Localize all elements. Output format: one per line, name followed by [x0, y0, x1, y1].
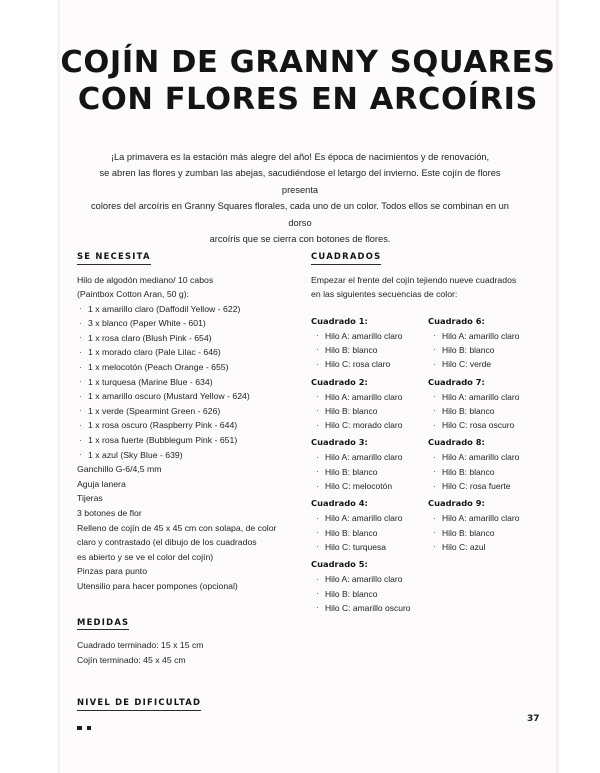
cuadrado-block: [311, 314, 428, 372]
cuadrado-block: [311, 375, 428, 433]
cuadrados-intro-line: en las siguientes secuencias de color:: [311, 289, 458, 300]
cuadrado-block: [311, 435, 428, 493]
cuadrados-column-left: [311, 314, 428, 618]
medidas-heading: MEDIDAS: [77, 617, 129, 631]
supply-line: Tijeras: [77, 493, 103, 504]
list-item: · Hilo B: blanco: [311, 343, 428, 357]
supplies-list: [77, 462, 292, 593]
list-item: · Hilo A: amarillo claro: [311, 572, 428, 586]
yarn-list: [77, 302, 292, 463]
list-item: · 1 x rosa fuerte (Bubblegum Pink - 651): [77, 433, 292, 448]
list-item: · Hilo C: rosa oscuro: [428, 418, 545, 432]
cuadrados-intro-line: Empezar el frente del cojín tejiendo nueve cuadrados: [311, 274, 517, 285]
se-necesita-intro: [77, 273, 292, 302]
cuadrado-title: Cuadrado 2:: [311, 376, 368, 387]
cuadrado-block: [428, 314, 545, 372]
supply-line: Relleno de cojín de 45 x 45 cm con solapa, de color: [77, 522, 277, 533]
left-column: [77, 246, 292, 730]
page-title: [58, 44, 558, 118]
list-item: · 1 x amarillo oscuro (Mustard Yellow - 624): [77, 389, 292, 404]
intro-line-4: arcoíris que se cierra con botones de flores.: [209, 234, 391, 245]
difficulty-star-icon: [77, 726, 82, 731]
thread-list: [428, 390, 545, 433]
yarn-intro-line: Hilo de algodón mediano/ 10 cabos: [77, 274, 214, 285]
thread-list: [311, 329, 428, 372]
list-item: · 3 x blanco (Paper White - 601): [77, 316, 292, 331]
cuadrado-title: Cuadrado 8:: [428, 437, 485, 448]
list-item: · Hilo A: amarillo claro: [311, 450, 428, 464]
se-necesita-heading: SE NECESITA: [77, 251, 151, 265]
list-item: · 1 x rosa claro (Blush Pink - 654): [77, 331, 292, 346]
cuadrado-block: [428, 496, 545, 554]
supply-line: es abierto y se ve el color del cojín): [77, 551, 214, 562]
list-item: · Hilo C: rosa claro: [311, 357, 428, 371]
list-item: · Hilo B: blanco: [311, 526, 428, 540]
thread-list: [311, 572, 428, 615]
medida-line: Cojín terminado: 45 x 45 cm: [77, 654, 186, 665]
list-item: · 1 x amarillo claro (Daffodil Yellow - 622): [77, 302, 292, 317]
intro-line-2: se abren las flores y zumban las abejas, sacudiéndose el letargo del invierno. Este cojín de flores presenta: [99, 168, 501, 195]
cuadrado-block: [311, 496, 428, 554]
list-item: · 1 x rosa oscuro (Raspberry Pink - 644): [77, 418, 292, 433]
supply-line: claro y contrastado (el dibujo de los cuadrados: [77, 537, 257, 548]
list-item: · Hilo B: blanco: [311, 404, 428, 418]
list-item: · Hilo A: amarillo claro: [311, 390, 428, 404]
intro-paragraph: [83, 149, 517, 247]
list-item: · Hilo C: verde: [428, 357, 545, 371]
nivel-dificultad-heading: NIVEL DE DIFICULTAD: [77, 697, 201, 711]
cuadrados-grid: [311, 314, 546, 618]
cuadrados-column-right: [428, 314, 545, 618]
intro-line-3: colores del arcoíris en Granny Squares florales, cada uno de un color. Todos ellos se combinan en un dorso: [91, 201, 509, 228]
list-item: · Hilo B: blanco: [311, 587, 428, 601]
cuadrado-block: [311, 557, 428, 615]
medida-line: Cuadrado terminado: 15 x 15 cm: [77, 640, 204, 651]
cuadrado-title: Cuadrado 3:: [311, 437, 368, 448]
list-item: · Hilo C: melocotón: [311, 479, 428, 493]
list-item: · Hilo B: blanco: [428, 343, 545, 357]
list-item: · Hilo C: rosa fuerte: [428, 479, 545, 493]
supply-line: Ganchillo G-6/4,5 mm: [77, 464, 162, 475]
nivel-dificultad-section: [77, 692, 292, 730]
thread-list: [311, 450, 428, 493]
list-item: · Hilo C: morado claro: [311, 418, 428, 432]
supply-line: Pinzas para punto: [77, 566, 148, 577]
difficulty-rating: [77, 726, 292, 731]
supply-line: Aguja lanera: [77, 478, 126, 489]
list-item: · 1 x turquesa (Marine Blue - 634): [77, 375, 292, 390]
list-item: · Hilo A: amarillo claro: [428, 390, 545, 404]
cuadrado-block: [428, 375, 545, 433]
list-item: · 1 x morado claro (Pale Lilac - 646): [77, 345, 292, 360]
supply-line: 3 botones de flor: [77, 508, 142, 518]
list-item: · Hilo B: blanco: [428, 465, 545, 479]
list-item: · Hilo A: amarillo claro: [428, 329, 545, 343]
se-necesita-section: [77, 246, 292, 594]
list-item: · 1 x melocotón (Peach Orange - 655): [77, 360, 292, 375]
intro-line-1: ¡La primavera es la estación más alegre del año! Es época de nacimientos y de renovación,: [110, 152, 490, 162]
list-item: · Hilo A: amarillo claro: [311, 511, 428, 525]
list-item: · 1 x verde (Spearmint Green - 626): [77, 404, 292, 419]
list-item: · Hilo B: blanco: [428, 526, 545, 540]
thread-list: [428, 511, 545, 554]
right-column: [311, 246, 546, 618]
title-line-2: CON FLORES EN ARCOÍRIS: [77, 82, 539, 117]
title-line-1: COJÍN DE GRANNY SQUARES: [60, 45, 556, 80]
thread-list: [311, 390, 428, 433]
cuadrado-title: Cuadrado 6:: [428, 315, 485, 326]
medidas-section: [77, 612, 292, 668]
list-item: · Hilo C: amarillo oscuro: [311, 601, 428, 615]
cuadrado-title: Cuadrado 5:: [311, 559, 368, 570]
page-number: 37: [527, 714, 540, 724]
cuadrado-block: [428, 435, 545, 493]
cuadrados-heading: CUADRADOS: [311, 251, 381, 265]
cuadrado-title: Cuadrado 4:: [311, 498, 368, 509]
list-item: · Hilo A: amarillo claro: [428, 450, 545, 464]
cuadrado-title: Cuadrado 9:: [428, 498, 485, 509]
list-item: · Hilo A: amarillo claro: [311, 329, 428, 343]
cuadrado-title: Cuadrado 1:: [311, 315, 368, 326]
list-item: · 1 x azul (Sky Blue - 639): [77, 448, 292, 463]
cuadrado-title: Cuadrado 7:: [428, 376, 485, 387]
list-item: · Hilo B: blanco: [428, 404, 545, 418]
thread-list: [428, 450, 545, 493]
difficulty-star-icon: [87, 726, 92, 731]
list-item: · Hilo C: turquesa: [311, 540, 428, 554]
list-item: · Hilo C: azul: [428, 540, 545, 554]
thread-list: [311, 511, 428, 554]
list-item: · Hilo B: blanco: [311, 465, 428, 479]
list-item: · Hilo A: amarillo claro: [428, 511, 545, 525]
thread-list: [428, 329, 545, 372]
supply-line: Utensilio para hacer pompones (opcional): [77, 580, 238, 591]
yarn-intro-line: (Paintbox Cotton Aran, 50 g):: [77, 289, 190, 300]
